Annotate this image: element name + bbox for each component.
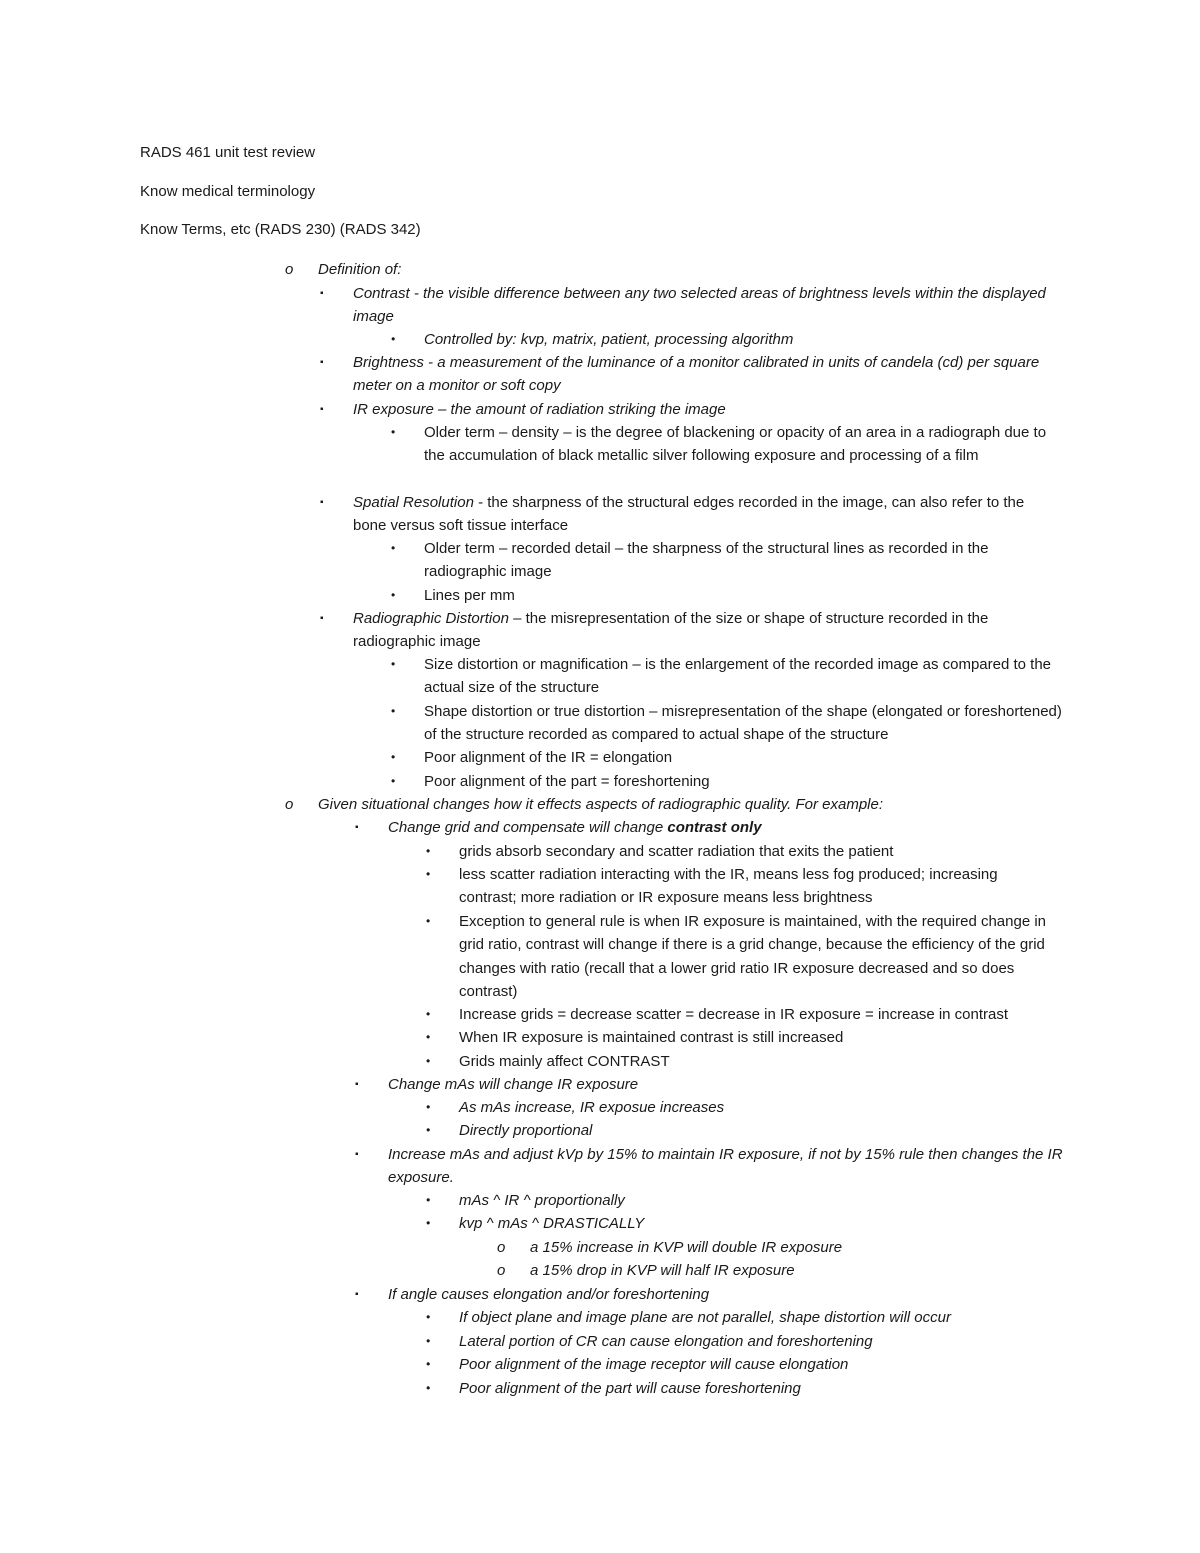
outline-item-shape-distortion: • Shape distortion or true distortion – misrepresentation of the shape (elongated or foreshortened) of the structure recorded as compared to actual shape of the structure bbox=[424, 700, 1069, 747]
outline-item-poor-alignment-ir: • Poor alignment of the IR = elongation bbox=[424, 746, 1064, 769]
intro-line-terminology: Know medical terminology bbox=[140, 183, 316, 200]
square-bullet-icon: ▪ bbox=[320, 404, 324, 415]
ring-bullet-icon: o bbox=[285, 261, 294, 278]
dot-bullet-icon: • bbox=[391, 588, 396, 602]
outline-item-poor-alignment-part: • Poor alignment of the part = foreshortening bbox=[424, 770, 1064, 793]
dot-bullet-icon: • bbox=[426, 1100, 431, 1114]
outline-item-situational-changes: o Given situational changes how it effects aspects of radiographic quality. For example: bbox=[318, 793, 1078, 816]
dot-bullet-icon: • bbox=[426, 867, 431, 881]
outline-item-lines-per-mm: • Lines per mm bbox=[424, 584, 1064, 607]
outline-item-mas-ir-proportionally: • mAs ^ IR ^ proportionally bbox=[459, 1189, 1059, 1212]
outline-item-grids-contrast: • Grids mainly affect CONTRAST bbox=[459, 1050, 1059, 1073]
outline-item-poor-alignment-receptor: • Poor alignment of the image receptor will cause elongation bbox=[459, 1353, 1059, 1376]
ring-bullet-icon: o bbox=[285, 796, 294, 813]
outline-item-spatial-resolution: ▪ Spatial Resolution - the sharpness of the structural edges recorded in the image, can also refer to the bone versus soft tissue interface bbox=[353, 491, 1053, 538]
intro-line-terms: Know Terms, etc (RADS 230) (RADS 342) bbox=[140, 221, 421, 238]
outline-item-brightness: ▪ Brightness - a measurement of the luminance of a monitor calibrated in units of candela (cd) per square meter on a monitor or soft copy bbox=[353, 351, 1053, 398]
outline-item-definition: o Definition of: bbox=[318, 258, 1058, 281]
square-bullet-icon: ▪ bbox=[355, 1149, 359, 1160]
outline-item-kvp-mas-drastically: • kvp ^ mAs ^ DRASTICALLY bbox=[459, 1212, 1059, 1235]
outline-item-exception-rule: • Exception to general rule is when IR exposure is maintained, with the required change in grid ratio, contrast will change if there is a grid change, because the efficiency of the grid changes with ratio (recall that a lower grid ratio IR exposure decreased and so does contrast) bbox=[459, 910, 1059, 1003]
dot-bullet-icon: • bbox=[426, 844, 431, 858]
dot-bullet-icon: • bbox=[426, 1216, 431, 1230]
outline-item-directly-proportional: • Directly proportional bbox=[459, 1119, 1059, 1142]
dot-bullet-icon: • bbox=[391, 425, 396, 439]
dot-bullet-icon: • bbox=[391, 774, 396, 788]
outline-item-poor-alignment-part-cause: • Poor alignment of the part will cause foreshortening bbox=[459, 1377, 1059, 1400]
outline-item-change-grid: ▪ Change grid and compensate will change contrast only bbox=[388, 816, 1068, 839]
outline-item-fifteen-percent-rule: ▪ Increase mAs and adjust kVp by 15% to maintain IR exposure, if not by 15% rule then changes the IR exposure. bbox=[388, 1143, 1068, 1190]
square-bullet-icon: ▪ bbox=[320, 357, 324, 368]
square-bullet-icon: ▪ bbox=[355, 1289, 359, 1300]
dot-bullet-icon: • bbox=[426, 1334, 431, 1348]
outline-item-contrast: ▪ Contrast - the visible difference between any two selected areas of brightness levels within the displayed image bbox=[353, 282, 1053, 329]
outline-item-kvp-drop-half: o a 15% drop in KVP will half IR exposure bbox=[530, 1259, 1070, 1282]
dot-bullet-icon: • bbox=[426, 914, 431, 928]
ring-bullet-icon: o bbox=[497, 1262, 506, 1279]
outline-item-object-image-plane: • If object plane and image plane are not parallel, shape distortion will occur bbox=[459, 1306, 1079, 1329]
dot-bullet-icon: • bbox=[391, 332, 396, 346]
square-bullet-icon: ▪ bbox=[320, 613, 324, 624]
square-bullet-icon: ▪ bbox=[320, 288, 324, 299]
dot-bullet-icon: • bbox=[391, 750, 396, 764]
square-bullet-icon: ▪ bbox=[320, 497, 324, 508]
dot-bullet-icon: • bbox=[426, 1030, 431, 1044]
outline-item-angle-elongation: ▪ If angle causes elongation and/or foreshortening bbox=[388, 1283, 1068, 1306]
outline-item-increase-grids: • Increase grids = decrease scatter = decrease in IR exposure = increase in contrast bbox=[459, 1003, 1079, 1026]
dot-bullet-icon: • bbox=[426, 1054, 431, 1068]
outline-item-radiographic-distortion: ▪ Radiographic Distortion – the misrepresentation of the size or shape of structure recorded in the radiographic image bbox=[353, 607, 1053, 654]
dot-bullet-icon: • bbox=[391, 657, 396, 671]
outline-item-change-mas: ▪ Change mAs will change IR exposure bbox=[388, 1073, 1068, 1096]
dot-bullet-icon: • bbox=[426, 1310, 431, 1324]
outline-item-mas-increase: • As mAs increase, IR exposue increases bbox=[459, 1096, 1059, 1119]
outline-item-grids-absorb: • grids absorb secondary and scatter radiation that exits the patient bbox=[459, 840, 1059, 863]
dot-bullet-icon: • bbox=[391, 704, 396, 718]
outline-item-lateral-cr: • Lateral portion of CR can cause elongation and foreshortening bbox=[459, 1330, 1059, 1353]
outline-item-ir-exposure: ▪ IR exposure – the amount of radiation striking the image bbox=[353, 398, 1053, 421]
square-bullet-icon: ▪ bbox=[355, 1079, 359, 1090]
dot-bullet-icon: • bbox=[426, 1123, 431, 1137]
dot-bullet-icon: • bbox=[391, 541, 396, 555]
outline-item-contrast-controlled: • Controlled by: kvp, matrix, patient, processing algorithm bbox=[424, 328, 1064, 351]
dot-bullet-icon: • bbox=[426, 1357, 431, 1371]
ring-bullet-icon: o bbox=[497, 1239, 506, 1256]
outline-item-ir-maintained: • When IR exposure is maintained contrast is still increased bbox=[459, 1026, 1059, 1049]
square-bullet-icon: ▪ bbox=[355, 822, 359, 833]
document-title: RADS 461 unit test review bbox=[140, 144, 316, 161]
outline-item-less-scatter: • less scatter radiation interacting with the IR, means less fog produced; increasing contrast; more radiation or IR exposure means less brightness bbox=[459, 863, 1059, 910]
outline-item-recorded-detail: • Older term – recorded detail – the sharpness of the structural lines as recorded in the radiographic image bbox=[424, 537, 1064, 584]
dot-bullet-icon: • bbox=[426, 1007, 431, 1021]
outline-item-density: • Older term – density – is the degree of blackening or opacity of an area in a radiograph due to the accumulation of black metallic silver following exposure and processing of a film bbox=[424, 421, 1064, 468]
outline-item-size-distortion: • Size distortion or magnification – is the enlargement of the recorded image as compared to the actual size of the structure bbox=[424, 653, 1069, 700]
outline-item-kvp-increase-double: o a 15% increase in KVP will double IR exposure bbox=[530, 1236, 1070, 1259]
dot-bullet-icon: • bbox=[426, 1193, 431, 1207]
dot-bullet-icon: • bbox=[426, 1381, 431, 1395]
